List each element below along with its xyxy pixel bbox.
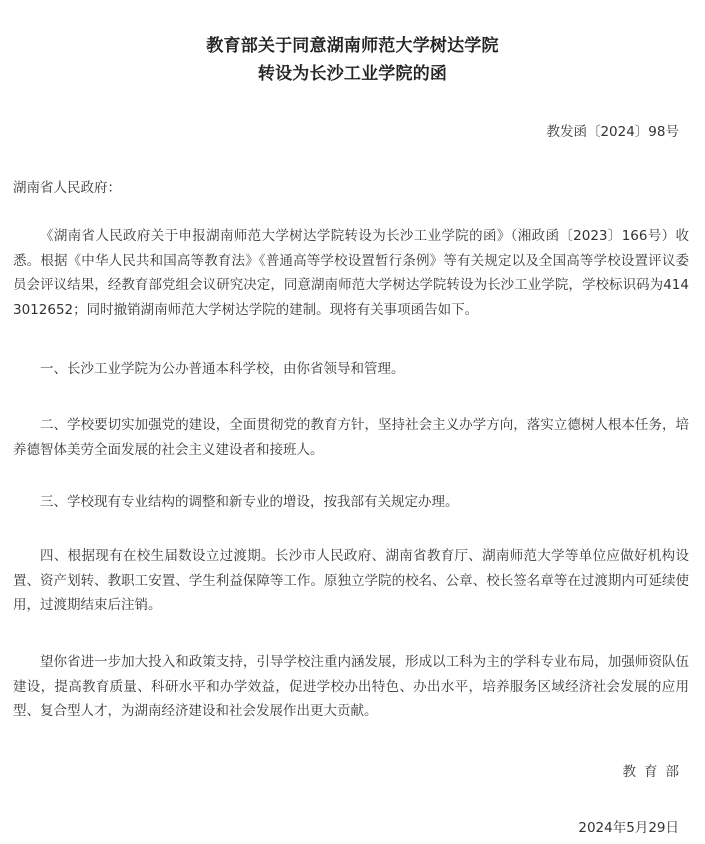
paragraph-item-3: 三、学校现有专业结构的调整和新专业的增设，按我部有关规定办理。 [40, 494, 459, 510]
document-number: 教发函〔2024〕98号 [546, 124, 679, 140]
signer: 教育部 [622, 764, 687, 780]
document-title-line-1: 教育部关于同意湖南师范大学树达学院 [206, 36, 499, 56]
salutation: 湖南省人民政府： [13, 180, 121, 196]
paragraph-closing: 望你省进一步加大投入和政策支持，引导学校注重内涵发展，形成以工科为主的学科专业布局，加强师资队伍建设，提高教育质量、科研水平和办学效益，促进学校办出特色、办出水平，培养服务区域经济社会发展的应用型、复合型人才，为湖南经济建设和社会发展作出更大贡献。 [13, 654, 689, 719]
paragraph-item-2: 二、学校要切实加强党的建设，全面贯彻党的教育方针，坚持社会主义办学方向，落实立德树人根本任务，培养德智体美劳全面发展的社会主义建设者和接班人。 [13, 417, 689, 458]
document-title-line-2: 转设为长沙工业学院的函 [257, 64, 448, 84]
paragraph-intro: 《湖南省人民政府关于申报湖南师范大学树达学院转设为长沙工业学院的函》（湘政函〔2023〕166号）收悉。根据《中华人民共和国高等教育法》《普通高等学校设置暂行条例》等有关规定以及全国高等学校设置评议委员会评议结果，经教育部党组会议研究决定，同意湖南师范大学树达学院转设为长沙工业学院，学校标识码为4143012652；同时撤销湖南师范大学树达学院的建制。现将有关事项函告如下。 [13, 228, 689, 318]
paragraph-item-1: 一、长沙工业学院为公办普通本科学校，由你省领导和管理。 [40, 361, 405, 377]
signing-date: 2024年5月29日 [578, 820, 679, 836]
paragraph-item-4: 四、根据现有在校生届数设立过渡期。长沙市人民政府、湖南省教育厅、湖南师范大学等单位应做好机构设置、资产划转、教职工安置、学生利益保障等工作。原独立学院的校名、公章、校长签名章等在过渡期内可延续使用，过渡期结束后注销。 [13, 548, 689, 613]
